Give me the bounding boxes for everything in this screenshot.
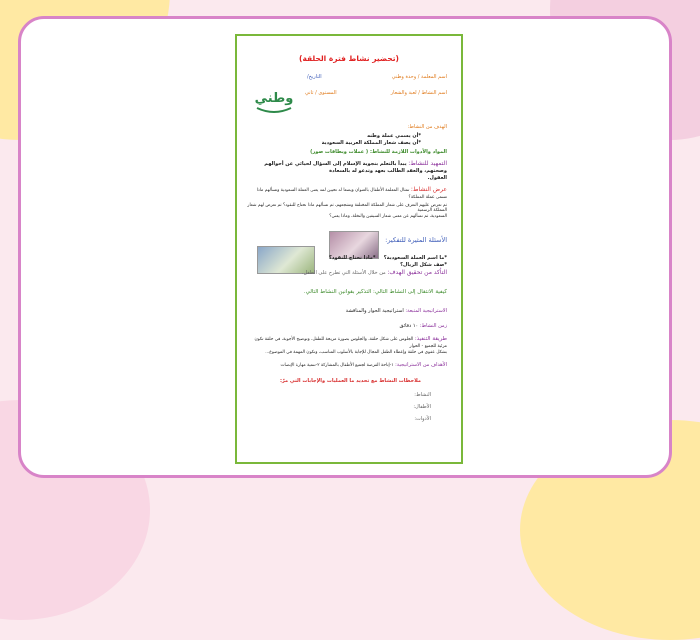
- achievement-line: [247, 269, 447, 277]
- activity-name: اسم النشاط / لعبة والشعار: [390, 90, 447, 96]
- logo-text: وطني: [254, 91, 294, 106]
- time-line: [400, 323, 447, 329]
- followup-heading: ملاحظات النشاط مع تحديد ما العمليات والإجابات التي مرّ:: [279, 378, 421, 384]
- intro-tail: العقول.: [427, 175, 447, 181]
- strategy-line: [346, 308, 447, 314]
- strategy-goals-label: الأهداف من الاستراتيجية:: [395, 362, 447, 368]
- method-line: [247, 336, 447, 349]
- date-label: التاريخ/: [307, 74, 322, 80]
- questions-heading: الأسئلة المثيرة للتفكير:: [385, 236, 447, 244]
- method-text: الجلوس على شكل حلقة، والجلوس بصورة مريحة للطفل، وتوضيح الأجوبة، في حلقة تكون مرئية للجميع - الحوار: [254, 337, 447, 349]
- goal-heading: الهدف من النشاط:: [407, 124, 447, 130]
- intro-text: يبدأ بالتعلم بنجوية الإسلام إلى السؤال لحيائي عن أحوالهم وصحتهم، والعقد الطالب بعهد وتدعو له بالسعادة: [264, 161, 447, 174]
- followup-tools: الأدوات:: [414, 416, 431, 422]
- time-text: ١٠ دقائق: [399, 323, 419, 329]
- question-2: *ماذا نحتاج للنقود؟: [329, 255, 376, 261]
- goal-item-1: *أن يسمي عملة وطنه: [367, 133, 421, 139]
- intro-label: التمهيد للنشاط:: [408, 160, 447, 167]
- question-3: *صف شكل الريال؟: [400, 262, 447, 268]
- presentation-line: [247, 186, 447, 200]
- watani-logo: [249, 80, 299, 118]
- teacher-name: اسم المعلمة / وحدة وطني: [391, 74, 447, 80]
- goal-item-2: *أن يصف شعار المملكة العربية السعودية: [321, 140, 421, 146]
- achievement-label: التأكد من تحقيق الهدف:: [387, 269, 447, 276]
- presentation-text: تمثال المعلمة الأطفال بالعنوان ويضعا له تحيين لمه يعنى العملة السعودية وتسألهم ماذا تسمى عملة المملكة؟: [256, 188, 447, 200]
- presentation-line-3: السعودية، ثم تسألهم عن معنى شعار السيفين والنخلة، وماذا يعني؟: [329, 214, 447, 219]
- intro-line: [247, 160, 447, 174]
- time-label: زمن النشاط:: [419, 323, 447, 329]
- followup-activity: النشاط:: [414, 392, 431, 398]
- achievement-text: من خلال الأسئلة التي تطرح على الطفل.: [301, 270, 386, 276]
- strategy-label: الاستراتيجية المتبعة:: [405, 308, 447, 314]
- method-label: طريقة التنفيذ:: [414, 336, 447, 342]
- document-page: [235, 34, 463, 464]
- transition-line: كيفية الانتقال إلى النشاط التالي: التذكير بقوانين النشاط التالي.: [303, 289, 447, 295]
- presentation-line-2: ثم تعرض عليهم التعرف على شعار المملكة المختلفة وتشجعهم، ثم تسألهم ماذا نحتاج للنقود؟ ثم تعرض لهم شعار المملكة الرسمية: [247, 203, 447, 214]
- strategy-goals-line: [247, 362, 447, 368]
- level-label: المستوى / ثاني: [305, 90, 337, 96]
- method-line-2: بشكل عفوي في حلقة وإعطاء الطفل المجال للإجابة بالأسلوب المناسب، وتكون المهمة في الموضوع...: [265, 350, 447, 355]
- question-1: *ما اسم العملة السعودية؟: [383, 255, 447, 261]
- strategy-goals-text: ١-إتاحة الفرصة لجميع الأطفال بالمشاركة ٢-تنمية مهارة الإنصات: [280, 363, 394, 368]
- followup-children: الأطفال:: [413, 404, 431, 410]
- presentation-label: عرض النشاط:: [410, 186, 447, 193]
- materials-line: المواد والأدوات اللازمة للنشاط: ( عملات وبطاقات صور): [310, 149, 447, 155]
- strategy-text: استراتيجية الحوار والمناقشة: [345, 308, 404, 314]
- doc-title: (تحضير نشاط فترة الحلقة): [299, 54, 399, 63]
